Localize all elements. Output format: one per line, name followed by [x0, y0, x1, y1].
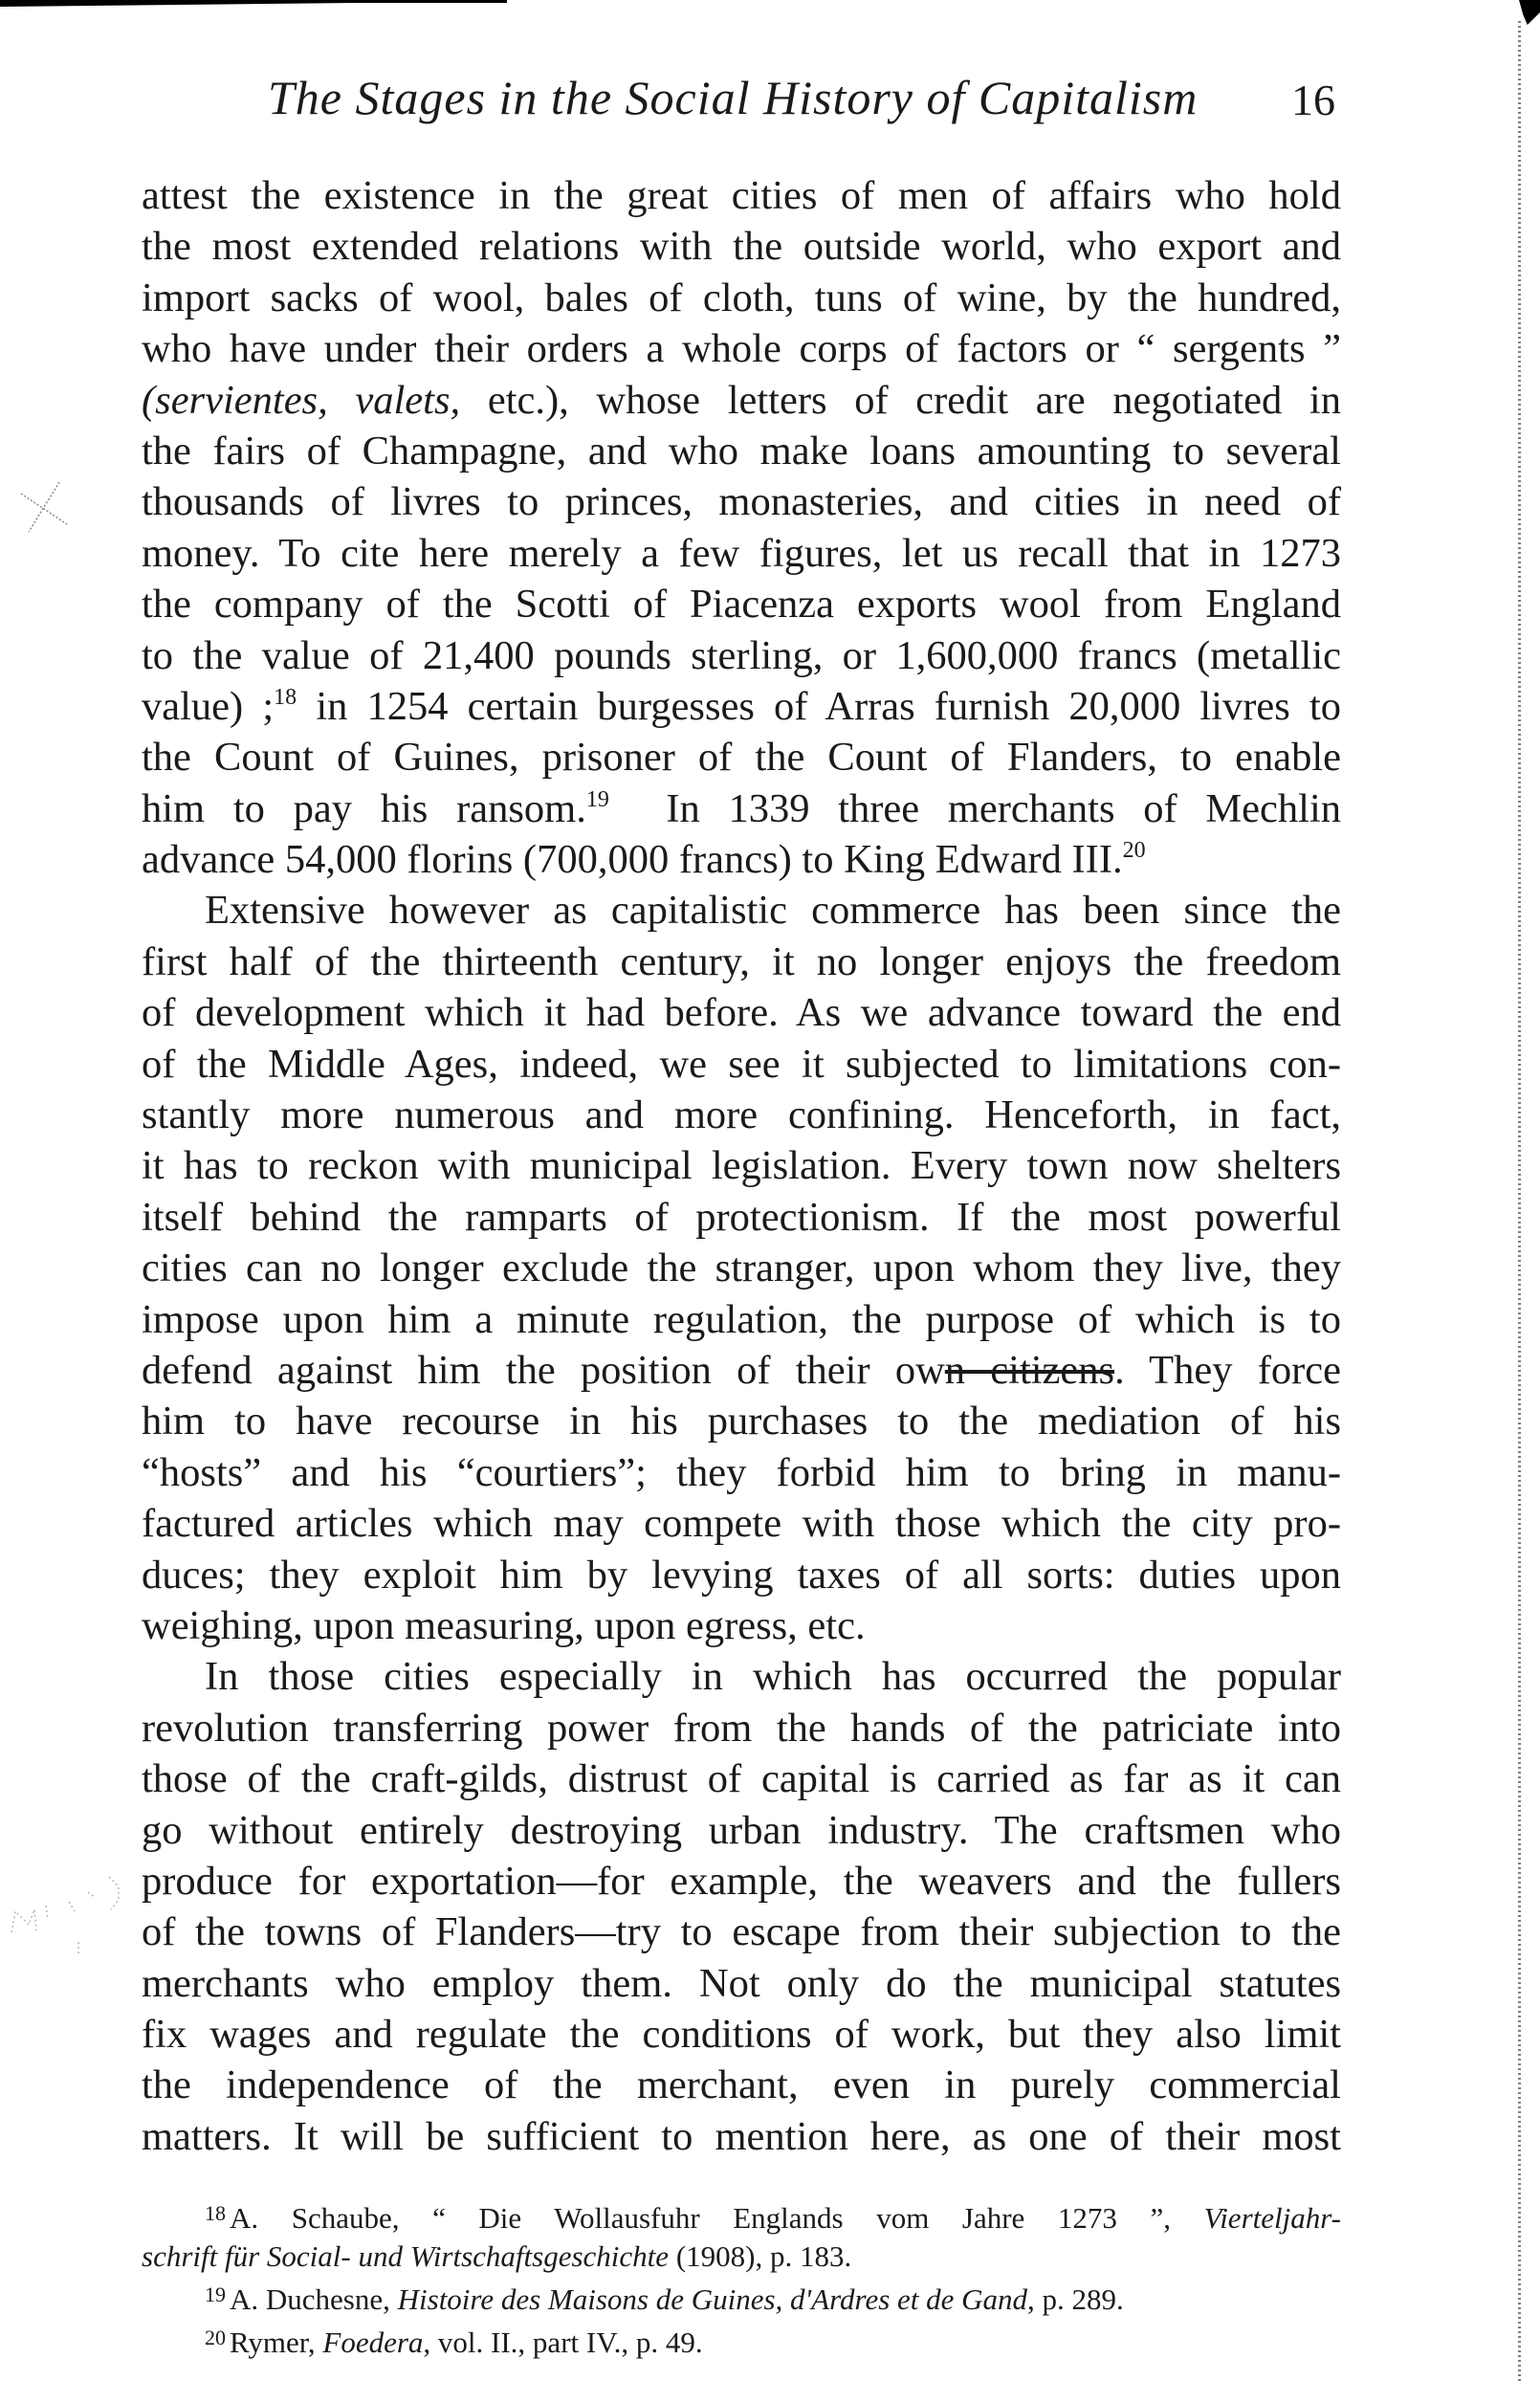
- body-line: to the value of 21,400 pounds sterling, or 1,600,000 francs (metallic: [142, 632, 1341, 678]
- body-line: the independence of the merchant, even in purely commercial: [142, 2062, 1341, 2108]
- body-line: impose upon him a minute regulation, the purpose of which is to: [142, 1296, 1341, 1342]
- footnote-19: $^{19}$ A. Duchesne, Histoire des Maisons de Guines, d'Ardres et de Gand, p. 289.: [205, 2282, 1124, 2316]
- body-line: him to have recourse in his purchases to the mediation of his: [142, 1399, 1341, 1444]
- margin-x-mark-icon: [19, 478, 69, 534]
- body-line: factured articles which may compete with those which the city pro-: [142, 1501, 1341, 1547]
- body-line: go without entirely destroying urban industry. The craftsmen who: [142, 1807, 1341, 1853]
- body-line: produce for exportation—for example, the weavers and the fullers: [142, 1858, 1341, 1904]
- body-text: [142, 170, 1341, 2162]
- body-line: money. To cite here merely a few figures, let us recall that in 1273: [142, 530, 1341, 576]
- body-line: duces; they exploit him by levying taxes of all sorts: duties upon: [142, 1552, 1341, 1598]
- body-line: stantly more numerous and more confining. Henceforth, in fact,: [142, 1092, 1341, 1138]
- scan-corner-shadow: [1519, 0, 1540, 25]
- body-line: him to pay his ransom.$^{19}$ In 1339 three merchants of Mechlin: [142, 785, 1342, 831]
- body-line: advance 54,000 florins (700,000 francs) to King Edward III.$^{20}$: [142, 837, 1146, 883]
- footnotes: [142, 2194, 1341, 2362]
- body-line: “hosts” and his “courtiers”; they forbid him to bring in manu-: [142, 1449, 1341, 1495]
- running-head-title: The Stages in the Social History of Capitalism: [268, 71, 1199, 124]
- struck-text: n citizens: [944, 1347, 1115, 1393]
- body-line: of the towns of Flanders—try to escape from their subjection to the: [142, 1909, 1341, 1955]
- footnote-18-continued: schrift für Social- und Wirtschaftsgeschichte (1908), p. 183.: [142, 2239, 852, 2273]
- footnote-ref-19[interactable]: 19: [585, 786, 609, 812]
- body-line: value) ;$^{18}$ in 1254 certain burgesses of Arras furnish 20,000 livres to: [142, 683, 1342, 729]
- body-line: fix wages and regulate the conditions of work, but they also limit: [142, 2012, 1341, 2058]
- footnote-ref-20[interactable]: 20: [1122, 838, 1146, 864]
- body-line: itself behind the ramparts of protectionism. If the most powerful: [142, 1194, 1341, 1240]
- italic-servientes: (servientes, valets,: [142, 377, 461, 423]
- page-right-edge: [1518, 21, 1521, 2381]
- body-line: cities can no longer exclude the stranger, upon whom they live, they: [142, 1246, 1341, 1291]
- margin-pencil-scrawl-icon: [0, 1865, 124, 1956]
- body-line: import sacks of wool, bales of cloth, tuns of wine, by the hundred,: [142, 275, 1341, 320]
- body-line: the company of the Scotti of Piacenza exports wool from England: [142, 582, 1341, 628]
- footnote-number: 20: [205, 2326, 226, 2349]
- body-line: those of the craft-gilds, distrust of capital is carried as far as it can: [142, 1756, 1341, 1802]
- body-line: attest the existence in the great cities of men of affairs who hold: [142, 173, 1341, 218]
- body-line: it has to reckon with municipal legislation. Every town now shelters: [142, 1143, 1341, 1189]
- body-line: weighing, upon measuring, upon egress, etc.: [142, 1602, 866, 1648]
- body-line: the fairs of Champagne, and who make loans amounting to several: [142, 428, 1341, 474]
- body-line: first half of the thirteenth century, it no longer enjoys the freedom: [142, 938, 1341, 984]
- footnote-number: 18: [205, 2201, 226, 2225]
- footnote-20: $^{20}$ Rymer, Foedera, vol. II., part IV., p. 49.: [205, 2326, 703, 2359]
- body-line: who have under their orders a whole corps of factors or “ sergents ”: [142, 326, 1341, 372]
- etc-text: etc.): [460, 377, 560, 423]
- body-line: merchants who employ them. Not only do the municipal statutes: [142, 1960, 1341, 2006]
- body-line: the Count of Guines, prisoner of the Count of Flanders, to enable: [142, 735, 1341, 781]
- scan-top-edge-line: [0, 0, 507, 3]
- body-line: thousands of livres to princes, monasteries, and cities in need of: [142, 479, 1341, 525]
- body-line: matters. It will be sufficient to mention here, as one of their most: [142, 2113, 1341, 2159]
- body-line: of the Middle Ages, indeed, we see it subjected to limitations con-: [142, 1041, 1341, 1087]
- page-number: 16: [1291, 76, 1335, 124]
- footnote-number: 19: [205, 2282, 226, 2306]
- footnote-18: $^{18}$ A. Schaube, “ Die Wollausfuhr Englands vom Jahre 1273 ”, Vierteljahr-: [205, 2201, 1341, 2235]
- paragraph-start: In those cities especially in which has occurred the popular: [205, 1654, 1341, 1700]
- body-line: of development which it had before. As we advance toward the end: [142, 990, 1341, 1036]
- body-line: defend against him the position of their own citizens. They force: [142, 1347, 1341, 1393]
- paragraph-start: Extensive however as capitalistic commerce has been since the: [205, 888, 1341, 934]
- body-line: (servientes, valets, etc.), whose letters of credit are negotiated in: [142, 377, 1341, 423]
- body-line: the most extended relations with the outside world, who export and: [142, 224, 1341, 270]
- body-line: revolution transferring power from the hands of the patriciate into: [142, 1705, 1341, 1751]
- footnote-ref-18[interactable]: 18: [274, 684, 297, 710]
